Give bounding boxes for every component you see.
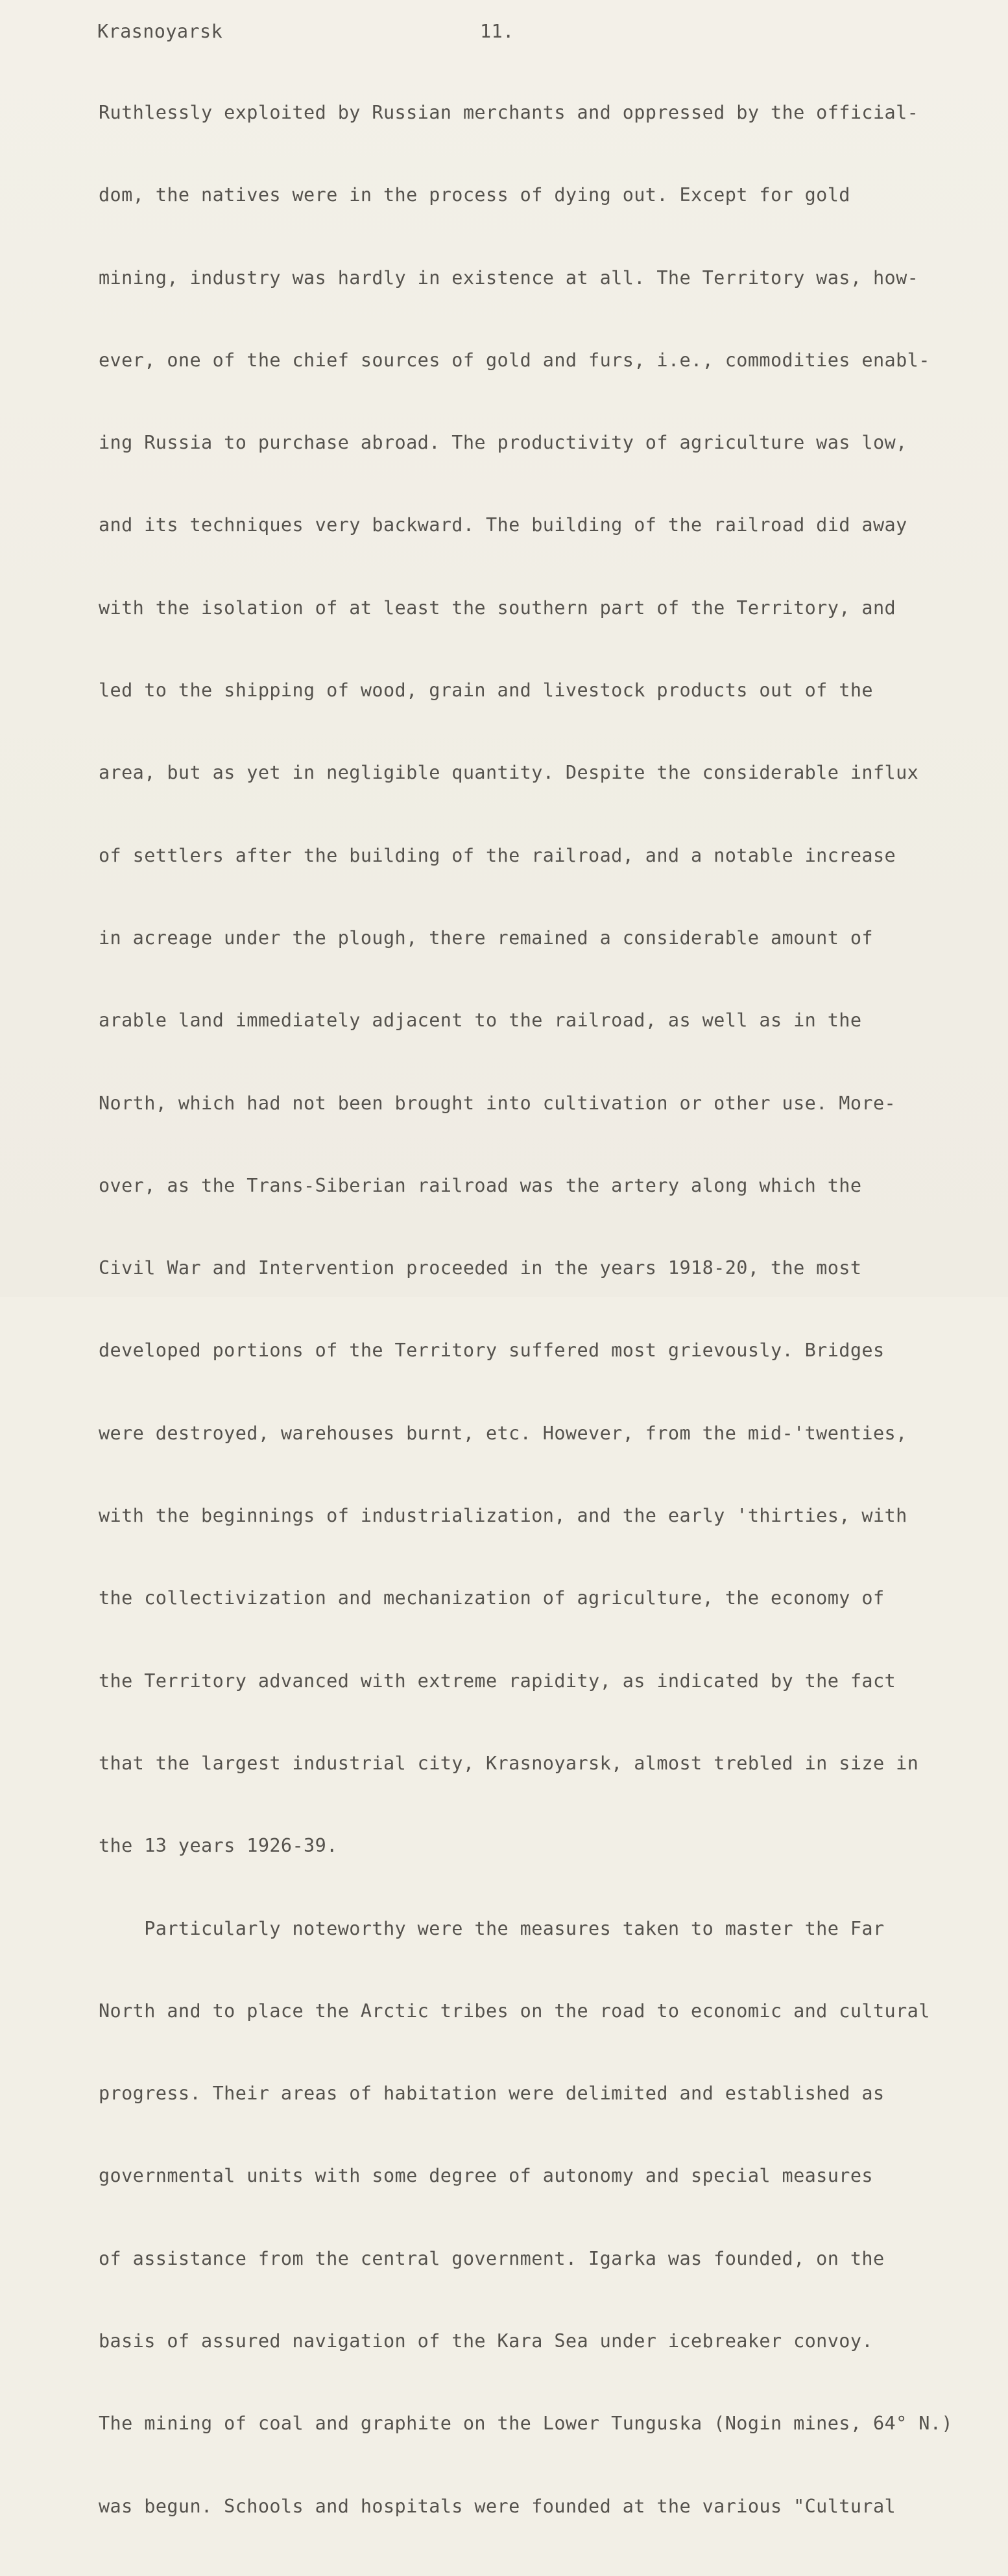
text-line: Civil War and Intervention proceeded in the years 1918-20, the most (99, 1257, 862, 1279)
text-line: basis of assured navigation of the Kara Sea under icebreaker convoy. (99, 2330, 873, 2352)
text-line: and its techniques very backward. The building of the railroad did away (99, 514, 907, 536)
text-line: over, as the Trans-Siberian railroad was the artery along which the (99, 1174, 862, 1196)
text-line: developed portions of the Territory suffered most grievously. Bridges (99, 1340, 885, 1362)
text-line: the Territory advanced with extreme rapidity, as indicated by the fact (99, 1670, 896, 1692)
text-line: with the beginnings of industrialization, and the early 'thirties, with (99, 1505, 907, 1527)
text-line: area, but as yet in negligible quantity. Despite the considerable influx (99, 762, 919, 784)
text-line: mining, industry was hardly in existence at all. The Territory was, how- (99, 266, 919, 289)
text-line: that the largest industrial city, Krasnoyarsk, almost trebled in size in (99, 1752, 919, 1774)
text-line: ever, one of the chief sources of gold and furs, i.e., commodities enabl- (99, 349, 930, 371)
text-line: were destroyed, warehouses burnt, etc. However, from the mid-'twenties, (99, 1422, 907, 1444)
text-line: progress. Their areas of habitation were delimited and established as (99, 2083, 885, 2105)
text-line: was begun. Schools and hospitals were founded at the various "Cultural (99, 2495, 896, 2517)
running-header-place: Krasnoyarsk (97, 21, 223, 42)
text-line: North and to place the Arctic tribes on the road to economic and cultural (99, 2000, 930, 2022)
text-line: Particularly noteworthy were the measures taken to master the Far (99, 1917, 885, 1939)
text-line: The mining of coal and graphite on the Lower Tunguska (Nogin mines, 64° N.) (99, 2413, 953, 2435)
text-line: the collectivization and mechanization of agriculture, the economy of (99, 1587, 885, 1609)
text-line: ing Russia to purchase abroad. The productivity of agriculture was low, (99, 432, 907, 454)
text-line: of assistance from the central government. Igarka was founded, on the (99, 2247, 885, 2269)
body-text (99, 57, 953, 2576)
text-line: dom, the natives were in the process of dying out. Except for gold (99, 184, 850, 206)
text-line: the 13 years 1926-39. (99, 1835, 338, 1857)
text-line: governmental units with some degree of autonomy and special measures (99, 2165, 873, 2187)
text-line: of settlers after the building of the railroad, and a notable increase (99, 844, 896, 866)
page-number: 11. (480, 21, 514, 42)
text-line: with the isolation of at least the southern part of the Territory, and (99, 597, 896, 619)
text-line: Ruthlessly exploited by Russian merchants and oppressed by the official- (99, 102, 919, 123)
text-line: arable land immediately adjacent to the railroad, as well as in the (99, 1010, 862, 1032)
text-line: North, which had not been brought into cultivation or other use. More- (99, 1092, 896, 1114)
text-line: led to the shipping of wood, grain and livestock products out of the (99, 679, 873, 702)
text-line: in acreage under the plough, there remained a considerable amount of (99, 927, 873, 949)
